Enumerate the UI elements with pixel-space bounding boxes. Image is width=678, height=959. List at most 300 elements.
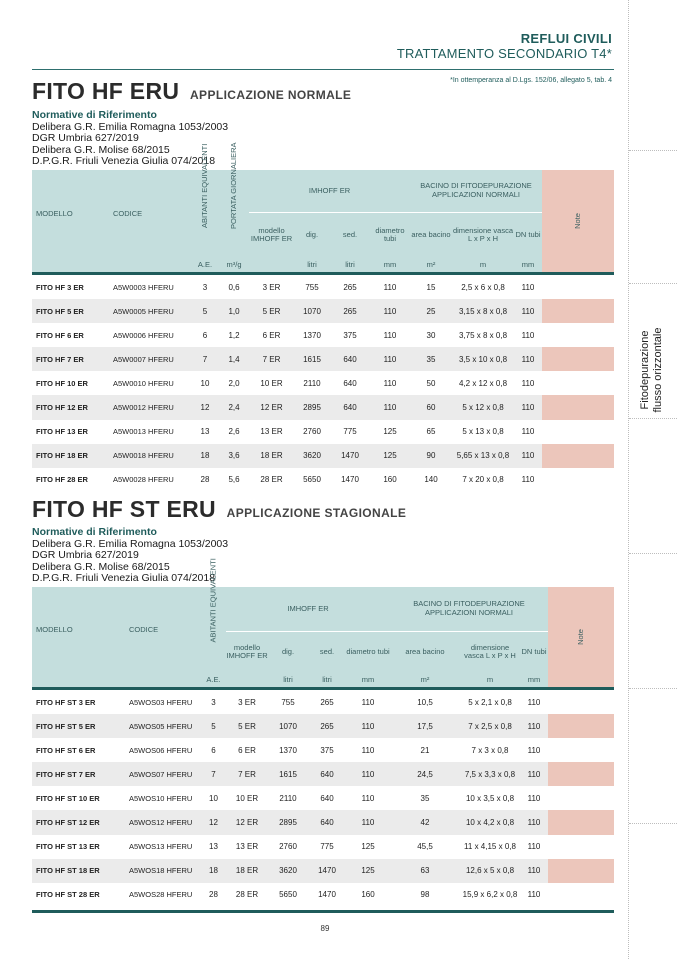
cell-value: 2760 [279, 842, 297, 852]
unit-area: m² [390, 673, 460, 687]
cell-value: 110 [383, 282, 397, 292]
cell-value: 265 [308, 714, 346, 738]
cell-value: 18 ER [226, 859, 268, 883]
cell-model: FITO HF ST 6 ER [36, 745, 96, 755]
cell-value: 1070 [268, 714, 308, 738]
cell-value: 1470 [330, 444, 370, 468]
cell-value: 110 [383, 378, 397, 388]
cell-value: 2895 [268, 810, 308, 834]
col-sed: sed. [330, 212, 370, 258]
unit-ae: A.E. [201, 673, 226, 687]
cell-model: FITO HF ST 5 ER [32, 714, 125, 738]
cell-value: 110 [514, 444, 542, 468]
header-title: REFLUI CIVILI [520, 31, 612, 46]
table-row [32, 714, 614, 738]
cell-value: 110 [346, 762, 390, 786]
cell-code: A5W0005 HFERU [109, 299, 191, 323]
table-body [32, 690, 614, 907]
unit-empty [32, 258, 109, 272]
unit-dn: mm [514, 258, 542, 272]
divider [629, 553, 678, 554]
cell-value: 110 [514, 299, 542, 323]
table-bottom-rule [32, 910, 614, 913]
cell-note [542, 299, 614, 323]
cell-value: 7 ER [249, 347, 294, 371]
norm-item: DGR Umbria 627/2019 [32, 132, 139, 144]
table-row [32, 371, 614, 395]
cell-value: 265 [343, 282, 357, 292]
section-title [32, 78, 351, 105]
cell-value: 1370 [303, 330, 321, 340]
cell-value: 1370 [279, 745, 297, 755]
cell-value: 25 [410, 299, 452, 323]
legal-note: *In ottemperanza al D.Lgs. 152/06, allegato 5, tab. 4 [450, 77, 612, 84]
cell-code: A5WOS28 HFERU [129, 890, 193, 900]
cell-value: 110 [527, 793, 541, 803]
col-dig: dig. [268, 631, 308, 673]
cell-code: A5WOS13 HFERU [129, 842, 193, 852]
cell-value: 110 [346, 714, 390, 738]
col-diam: diametro tubi [370, 212, 410, 258]
cell-note [542, 468, 614, 492]
cell-note [548, 859, 614, 883]
cell-code: A5W0007 HFERU [109, 347, 191, 371]
cell-value: 15 [426, 282, 436, 292]
cell-value: 10,5 [417, 697, 433, 707]
cell-value: 110 [361, 793, 375, 803]
cell-value: 1,4 [219, 347, 249, 371]
cell-value: 3,6 [219, 444, 249, 468]
cell-note [548, 810, 614, 834]
col-dig: dig. [294, 212, 330, 258]
cell-value: 6 [211, 745, 216, 755]
cell-code: A5W0003 HFERU [113, 282, 174, 292]
unit-dig: litri [294, 258, 330, 272]
cell-value: 11 x 4,15 x 0,8 [464, 842, 516, 852]
cell-note [542, 275, 614, 299]
norms-title: Normative di Riferimento [32, 526, 157, 538]
cell-value: 12 [201, 810, 226, 834]
cell-value: 640 [320, 793, 334, 803]
cell-value: 7,5 x 3,3 x 0,8 [460, 762, 520, 786]
cell-value: 5,6 [228, 475, 240, 485]
col-abitanti-label: ABITANTI EQUIVALENTI [200, 143, 209, 228]
table-row [32, 444, 614, 468]
cell-value: 110 [514, 347, 542, 371]
cell-value: 18 [191, 444, 219, 468]
cell-model: FITO HF ST 7 ER [32, 762, 125, 786]
cell-value: 45,5 [417, 842, 433, 852]
table-row [32, 738, 614, 762]
side-label-line: flusso orizzontale [652, 327, 664, 413]
cell-code: A5W0028 HFERU [113, 475, 174, 485]
cell-value: 375 [343, 330, 357, 340]
col-modello: MODELLO [32, 170, 109, 258]
norms-block [32, 110, 228, 168]
cell-value: 110 [346, 810, 390, 834]
table-body [32, 275, 614, 492]
cell-value: 125 [383, 427, 397, 437]
side-section-label [639, 320, 669, 420]
cell-note [548, 738, 614, 762]
unit-dn: mm [520, 673, 548, 687]
cell-value: 640 [308, 762, 346, 786]
norms-block [32, 527, 228, 585]
unit-ae: A.E. [191, 258, 219, 272]
section-subtitle: APPLICAZIONE NORMALE [189, 88, 352, 102]
cell-value: 5650 [303, 475, 321, 485]
cell-value: 12 ER [226, 810, 268, 834]
cell-value: 7 [201, 762, 226, 786]
page-number: 89 [320, 924, 330, 933]
col-abitanti [201, 558, 226, 673]
cell-value: 35 [410, 347, 452, 371]
cell-value: 1,2 [228, 330, 240, 340]
cell-value: 110 [527, 697, 541, 707]
cell-value: 17,5 [390, 714, 460, 738]
cell-value: 2,5 x 6 x 0,8 [461, 282, 505, 292]
cell-value: 755 [281, 697, 295, 707]
cell-value: 7 x 2,5 x 0,8 [460, 714, 520, 738]
unit-diam: mm [346, 673, 390, 687]
divider [629, 688, 678, 689]
norm-item: Delibera G.R. Emilia Romagna 1053/2003 [32, 120, 229, 133]
cell-value: 1470 [318, 890, 336, 900]
cell-value: 110 [383, 330, 397, 340]
cell-code: A5W0006 HFERU [113, 330, 174, 340]
cell-value: 10 ER [235, 793, 259, 803]
cell-model: FITO HF 10 ER [36, 378, 88, 388]
table-row [32, 883, 614, 907]
cell-value: 3 [211, 697, 216, 707]
table-row [32, 835, 614, 859]
cell-value: 1470 [341, 475, 359, 485]
cell-value: 3,15 x 8 x 0,8 [452, 299, 514, 323]
cell-model: FITO HF ST 12 ER [32, 810, 125, 834]
col-diam: diametro tubi [346, 631, 390, 673]
cell-model: FITO HF 28 ER [36, 475, 88, 485]
table-row [32, 347, 614, 371]
cell-value: 110 [527, 745, 541, 755]
divider [629, 823, 678, 824]
cell-value: 98 [420, 890, 430, 900]
cell-value: 42 [390, 810, 460, 834]
unit-dig: litri [268, 673, 308, 687]
cell-value: 2110 [279, 793, 297, 803]
cell-code: A5WOS12 HFERU [125, 810, 201, 834]
cell-code: A5WOS18 HFERU [125, 859, 201, 883]
cell-value: 110 [521, 330, 535, 340]
cell-note [542, 395, 614, 419]
cell-model: FITO HF 13 ER [36, 427, 88, 437]
cell-value: 5 [201, 714, 226, 738]
col-mod-imhoff: modello IMHOFF ER [249, 212, 294, 258]
cell-value: 1615 [268, 762, 308, 786]
cell-value: 640 [308, 810, 346, 834]
side-tab-strip [628, 0, 678, 959]
table-row [32, 468, 614, 492]
norm-item: DGR Umbria 627/2019 [32, 549, 139, 561]
table-row [32, 690, 614, 714]
cell-note [548, 762, 614, 786]
norm-item: D.P.G.R. Friuli Venezia Giulia 074/2018 [32, 155, 216, 167]
cell-value: 2110 [303, 378, 321, 388]
header-rule [32, 69, 614, 70]
cell-value: 10 [209, 793, 218, 803]
cell-value: 30 [426, 330, 436, 340]
cell-value: 6 ER [262, 330, 281, 340]
cell-value: 7 [191, 347, 219, 371]
unit-empty [32, 673, 125, 687]
unit-area: m² [410, 258, 452, 272]
section-title-text: FITO HF ST ERU [32, 496, 216, 522]
cell-value: 12,6 x 5 x 0,8 [460, 859, 520, 883]
cell-value: 3 ER [238, 697, 256, 707]
col-area: area bacino [390, 631, 460, 673]
cell-value: 10 ER [260, 378, 283, 388]
cell-value: 2760 [303, 427, 321, 437]
cell-value: 110 [521, 475, 535, 485]
cell-value: 28 [209, 890, 218, 900]
divider [629, 150, 678, 151]
col-codice: CODICE [125, 587, 201, 673]
cell-value: 3 ER [262, 282, 281, 292]
cell-model: FITO HF 18 ER [32, 444, 109, 468]
cell-value: 125 [370, 444, 410, 468]
cell-value: 0,6 [228, 282, 240, 292]
col-abitanti-label: ABITANTI EQUIVALENTI [208, 558, 218, 643]
cell-value: 2,0 [228, 378, 240, 388]
section-subtitle: APPLICAZIONE STAGIONALE [226, 506, 407, 520]
cell-value: 13 ER [235, 842, 259, 852]
cell-value: 2895 [294, 395, 330, 419]
cell-value: 5 [191, 299, 219, 323]
col-note [548, 587, 614, 687]
col-modello: MODELLO [32, 587, 125, 673]
unit-dim: m [460, 673, 520, 687]
cell-value: 5650 [279, 890, 297, 900]
col-portata-label: PORTATA GIORNALIERA [229, 142, 238, 229]
table-row [32, 299, 614, 323]
cell-code: A5WOS07 HFERU [125, 762, 201, 786]
cell-value: 63 [390, 859, 460, 883]
cell-value: 110 [370, 395, 410, 419]
cell-value: 13 ER [260, 427, 283, 437]
unit-dim: m [452, 258, 514, 272]
cell-value: 110 [520, 859, 548, 883]
cell-value: 125 [361, 842, 375, 852]
cell-note [542, 444, 614, 468]
cell-value: 35 [420, 793, 430, 803]
cell-value: 110 [520, 762, 548, 786]
cell-note [548, 883, 614, 907]
cell-value: 110 [521, 427, 535, 437]
cell-value: 24,5 [390, 762, 460, 786]
cell-value: 28 ER [260, 475, 283, 485]
col-portata [219, 142, 249, 258]
table-row [32, 786, 614, 810]
cell-model: FITO HF ST 3 ER [36, 697, 96, 707]
cell-value: 110 [370, 347, 410, 371]
cell-value: 4,2 x 12 x 0,8 [458, 378, 508, 388]
cell-value: 2,6 [228, 427, 240, 437]
cell-value: 110 [520, 810, 548, 834]
cell-value: 3 [202, 282, 208, 292]
cell-value: 21 [420, 745, 430, 755]
section-title [32, 496, 406, 523]
cell-code: A5W0010 HFERU [113, 378, 174, 388]
cell-value: 13 [209, 842, 218, 852]
cell-value: 1615 [294, 347, 330, 371]
cell-value: 775 [343, 427, 357, 437]
cell-value: 13 [200, 427, 210, 437]
cell-value: 5,65 x 13 x 0,8 [452, 444, 514, 468]
cell-value: 28 ER [235, 890, 259, 900]
cell-note [542, 323, 614, 347]
cell-value: 28 [200, 475, 210, 485]
cell-value: 755 [305, 282, 319, 292]
cell-value: 15,9 x 6,2 x 0,8 [462, 890, 518, 900]
cell-value: 10 [200, 378, 210, 388]
unit-sed: litri [330, 258, 370, 272]
cell-value: 110 [520, 714, 548, 738]
cell-value: 5 x 2,1 x 0,8 [468, 697, 512, 707]
divider [629, 283, 678, 284]
cell-value: 3,75 x 8 x 0,8 [458, 330, 508, 340]
cell-value: 18 ER [249, 444, 294, 468]
cell-model: FITO HF 6 ER [36, 330, 84, 340]
cell-model: FITO HF ST 28 ER [36, 890, 100, 900]
norm-item: Delibera G.R. Emilia Romagna 1053/2003 [32, 537, 229, 550]
cell-code: A5WOS06 HFERU [129, 745, 193, 755]
cell-value: 2,4 [219, 395, 249, 419]
cell-value: 60 [410, 395, 452, 419]
group-bacino: BACINO DI FITODEPURAZIONE APPLICAZIONI NORMALI [390, 587, 548, 631]
cell-code: A5W0012 HFERU [109, 395, 191, 419]
col-dn: DN tubi [520, 631, 548, 673]
cell-code: A5WOS05 HFERU [125, 714, 201, 738]
col-sed: sed. [308, 631, 346, 673]
cell-value: 3620 [294, 444, 330, 468]
cell-value: 110 [514, 395, 542, 419]
cell-value: 640 [330, 395, 370, 419]
unit-empty [226, 673, 268, 687]
cell-value: 18 [201, 859, 226, 883]
cell-model: FITO HF ST 13 ER [36, 842, 100, 852]
cell-value: 110 [370, 299, 410, 323]
cell-value: 110 [361, 745, 375, 755]
cell-value: 1470 [308, 859, 346, 883]
cell-note [542, 347, 614, 371]
col-note-label: Note [573, 213, 583, 229]
unit-portata: m³/g [219, 258, 249, 272]
group-bacino: BACINO DI FITODEPURAZIONE APPLICAZIONI NORMALI [410, 170, 542, 212]
header-subtitle: TRATTAMENTO SECONDARIO T4* [396, 46, 612, 61]
norm-item: Delibera G.R. Molise 68/2015 [32, 560, 170, 573]
cell-code: A5WOS03 HFERU [129, 697, 193, 707]
cell-value: 375 [320, 745, 334, 755]
cell-note [542, 420, 614, 444]
cell-value: 6 ER [238, 745, 256, 755]
cell-value: 7 x 3 x 0,8 [471, 745, 509, 755]
table-row [32, 275, 614, 299]
unit-sed: litri [308, 673, 346, 687]
cell-value: 6 [202, 330, 208, 340]
col-abitanti [191, 143, 219, 258]
cell-value: 5 x 12 x 0,8 [452, 395, 514, 419]
cell-value: 110 [521, 378, 535, 388]
cell-value: 775 [320, 842, 334, 852]
cell-value: 110 [361, 697, 375, 707]
cell-value: 265 [320, 697, 334, 707]
cell-model: FITO HF 12 ER [32, 395, 109, 419]
cell-note [542, 371, 614, 395]
cell-value: 1070 [294, 299, 330, 323]
cell-value: 10 x 3,5 x 0,8 [465, 793, 515, 803]
col-codice: CODICE [109, 170, 191, 258]
col-area: area bacino [410, 212, 452, 258]
cell-value: 12 ER [249, 395, 294, 419]
col-dim: dimensione vasca L x P x H [452, 212, 514, 258]
cell-value: 65 [426, 427, 436, 437]
group-imhoff: IMHOFF ER [226, 587, 390, 631]
side-label-line: Fitodepurazione [639, 330, 651, 410]
cell-model: FITO HF ST 10 ER [36, 793, 100, 803]
section-title-text: FITO HF ERU [32, 78, 180, 104]
table-row [32, 762, 614, 786]
cell-value: 5 x 13 x 0,8 [462, 427, 504, 437]
cell-code: A5WOS10 HFERU [129, 793, 193, 803]
cell-value: 90 [410, 444, 452, 468]
cell-value: 7 x 20 x 0,8 [462, 475, 504, 485]
cell-value: 7 ER [226, 762, 268, 786]
table-row [32, 859, 614, 883]
norm-item: D.P.G.R. Friuli Venezia Giulia 074/2018 [32, 572, 216, 584]
unit-empty [109, 258, 191, 272]
cell-value: 12 [191, 395, 219, 419]
norm-item: Delibera G.R. Molise 68/2015 [32, 143, 170, 156]
table-row [32, 323, 614, 347]
col-dim: dimensione vasca L x P x H [460, 631, 520, 673]
cell-value: 640 [343, 378, 357, 388]
cell-value: 160 [383, 475, 397, 485]
cell-value: 110 [521, 282, 535, 292]
cell-code: A5W0013 HFERU [113, 427, 174, 437]
cell-value: 160 [361, 890, 375, 900]
cell-value: 125 [346, 859, 390, 883]
cell-note [548, 690, 614, 714]
cell-model: FITO HF 7 ER [32, 347, 109, 371]
col-note-label: Note [576, 629, 586, 645]
unit-empty [125, 673, 201, 687]
table-row [32, 420, 614, 444]
cell-model: FITO HF 5 ER [32, 299, 109, 323]
cell-value: 5 ER [249, 299, 294, 323]
col-mod-imhoff: modello IMHOFF ER [226, 631, 268, 673]
col-note [542, 170, 614, 272]
cell-value: 3620 [268, 859, 308, 883]
cell-note [548, 714, 614, 738]
unit-diam: mm [370, 258, 410, 272]
cell-value: 265 [330, 299, 370, 323]
cell-note [548, 786, 614, 810]
cell-value: 140 [424, 475, 438, 485]
cell-value: 1,0 [219, 299, 249, 323]
cell-value: 10 x 4,2 x 0,8 [460, 810, 520, 834]
unit-empty [249, 258, 294, 272]
norms-title: Normative di Riferimento [32, 109, 157, 121]
cell-model: FITO HF ST 18 ER [32, 859, 125, 883]
